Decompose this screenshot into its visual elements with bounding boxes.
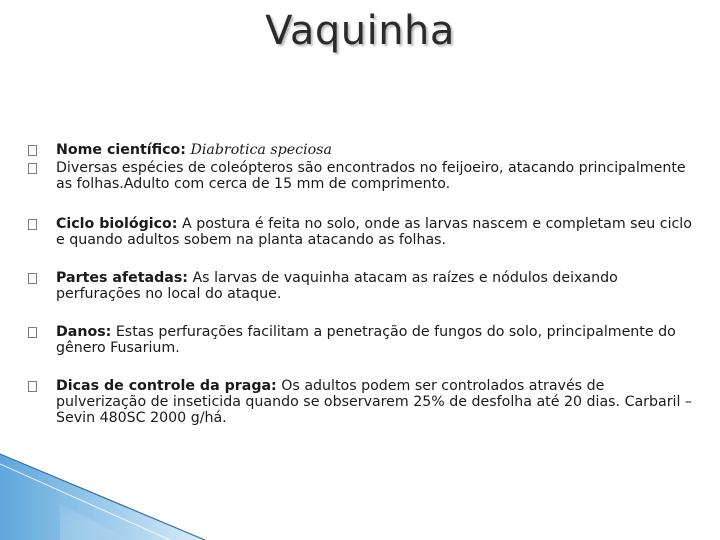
item-label: Dicas de controle da praga:	[56, 378, 277, 394]
item-label: Ciclo biológico:	[56, 216, 178, 232]
item-text: As larvas de vaquinha atacam as raízes e nódulos deixando perfurações no local do ataque.	[56, 270, 618, 302]
list-item	[28, 270, 698, 302]
square-bullet-icon	[28, 381, 37, 392]
list-item	[28, 142, 698, 158]
list-item	[28, 378, 698, 426]
list-item	[28, 160, 698, 192]
item-text: Estas perfurações facilitam a penetração de fungos do solo, principalmente do gênero Fusarium.	[56, 324, 676, 356]
item-text: Diversas espécies de coleópteros são encontrados no feijoeiro, atacando principalmente as folhas.Adulto com cerca de 15 mm de comprimento.	[56, 160, 686, 192]
square-bullet-icon	[28, 327, 37, 338]
square-bullet-icon	[28, 145, 37, 156]
bullet-list	[28, 142, 698, 426]
item-text: Os adultos podem ser controlados através de pulverização de inseticida quando se observarem 25% de desfolha até 20 dias. Carbaril – Sevin 480SC 2000 g/há.	[56, 378, 693, 426]
corner-decoration	[0, 420, 720, 540]
item-label: Danos:	[56, 324, 112, 340]
slide-title: Vaquinha	[265, 8, 455, 54]
list-item	[28, 324, 698, 356]
square-bullet-icon	[28, 273, 37, 284]
list-item	[28, 216, 698, 248]
square-bullet-icon	[28, 219, 37, 230]
square-bullet-icon	[28, 163, 37, 174]
item-text: A postura é feita no solo, onde as larvas nascem e completam seu ciclo e quando adultos sobem na planta atacando as folhas.	[56, 216, 692, 248]
item-text: Diabrotica speciosa	[190, 142, 332, 158]
item-label: Nome científico:	[56, 142, 186, 158]
item-label: Partes afetadas:	[56, 270, 188, 286]
